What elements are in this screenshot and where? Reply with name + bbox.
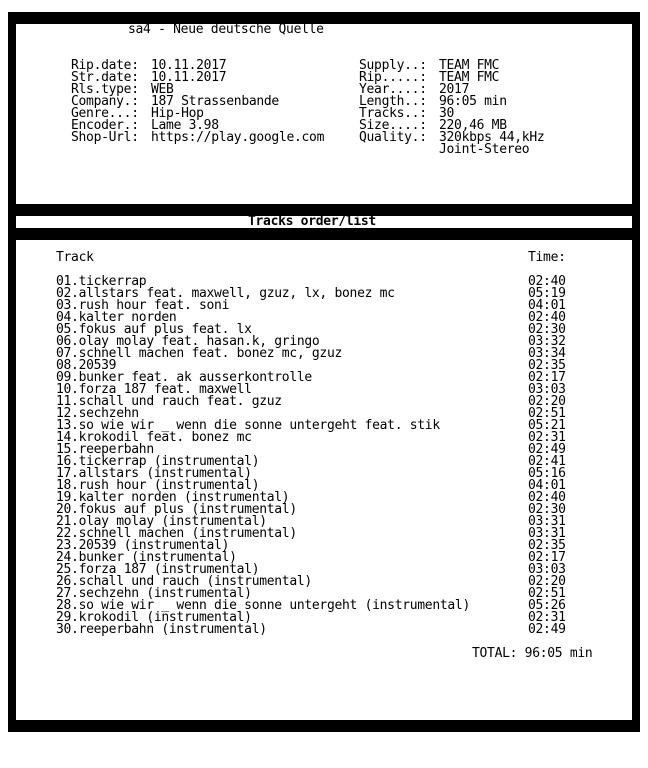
info-row	[16, 60, 632, 72]
track-time: 02:35	[528, 538, 566, 553]
info-label: Company.:	[71, 94, 139, 109]
track-time: 02:49	[528, 622, 566, 637]
track-time: 02:40	[528, 310, 566, 325]
track-time: 02:41	[528, 454, 566, 469]
track-title: 13.so wie wir _ wenn die sonne untergeht feat. stik	[56, 418, 440, 433]
tracklist-panel	[16, 240, 632, 720]
track-time: 02:51	[528, 406, 566, 421]
info-value: TEAM FMC	[439, 58, 500, 73]
track-time: 02:49	[528, 442, 566, 457]
info-label: Rls.type:	[71, 82, 139, 97]
info-value: 2017	[439, 82, 470, 97]
track-time: 03:03	[528, 562, 566, 577]
track-time: 03:31	[528, 514, 566, 529]
track-time: 02:17	[528, 370, 566, 385]
track-time: 05:16	[528, 466, 566, 481]
track-title: 08.20539	[56, 358, 117, 373]
track-time: 02:30	[528, 502, 566, 517]
track-title: 14.krokodil feat. bonez mc	[56, 430, 252, 445]
info-value: WEB	[151, 82, 174, 97]
track-title: 22.schnell machen (instrumental)	[56, 526, 297, 541]
track-time: 05:26	[528, 598, 566, 613]
release-title: sa4 - Neue deutsche Quelle	[128, 22, 324, 37]
track-title: 10.forza 187 feat. maxwell	[56, 382, 252, 397]
info-value: https://play.google.com	[151, 130, 325, 145]
track-time: 03:31	[528, 526, 566, 541]
track-title: 15.reeperbahn	[56, 442, 154, 457]
track-row	[16, 624, 632, 636]
track-title: 18.rush hour (instrumental)	[56, 478, 260, 493]
track-title: 04.kalter norden	[56, 310, 177, 325]
track-title: 07.schnell machen feat. bonez mc, gzuz	[56, 346, 343, 361]
track-title: 21.olay molay (instrumental)	[56, 514, 267, 529]
track-column-header: Track	[56, 250, 94, 265]
info-label: Year....:	[359, 82, 427, 97]
info-value: 30	[439, 106, 455, 121]
track-time: 04:01	[528, 478, 566, 493]
time-column-header: Time:	[528, 250, 566, 265]
track-title: 28.so wie wir _ wenn die sonne untergeht (instrumental)	[56, 598, 470, 613]
info-label: Supply..:	[359, 58, 427, 73]
info-row	[16, 96, 632, 108]
info-row	[16, 132, 632, 144]
track-time: 02:40	[528, 274, 566, 289]
info-label: Rip.date:	[71, 58, 139, 73]
track-title: 27.sechzehn (instrumental)	[56, 586, 252, 601]
track-time: 04:01	[528, 298, 566, 313]
info-value: 10.11.2017	[151, 70, 227, 85]
track-title: 23.20539 (instrumental)	[56, 538, 230, 553]
info-row	[16, 84, 632, 96]
info-value: 220,46 MB	[439, 118, 507, 133]
track-time: 05:19	[528, 286, 566, 301]
info-value: TEAM FMC	[439, 70, 500, 85]
track-title: 24.bunker (instrumental)	[56, 550, 237, 565]
total-time: TOTAL: 96:05 min	[472, 646, 593, 661]
info-row	[16, 144, 632, 156]
section-bar-label: Tracks order/list	[248, 214, 376, 229]
info-value: Lame 3.98	[151, 118, 219, 133]
info-label: Length..:	[359, 94, 427, 109]
track-title: 16.tickerrap (instrumental)	[56, 454, 260, 469]
info-value: 187 Strassenbande	[151, 94, 279, 109]
info-label: Genre...:	[71, 106, 139, 121]
track-title: 05.fokus auf plus feat. lx	[56, 322, 252, 337]
track-title: 02.allstars feat. maxwell, gzuz, lx, bonez mc	[56, 286, 395, 301]
info-value: 10.11.2017	[151, 58, 227, 73]
section-bar	[16, 216, 632, 228]
info-value: 96:05 min	[439, 94, 507, 109]
info-label: Str.date:	[71, 70, 139, 85]
info-value: Hip-Hop	[151, 106, 204, 121]
track-time: 03:34	[528, 346, 566, 361]
track-time: 02:31	[528, 610, 566, 625]
release-info-panel	[16, 24, 632, 204]
track-title: 06.olay molay feat. hasan.k, gringo	[56, 334, 320, 349]
track-time: 05:21	[528, 418, 566, 433]
track-title: 12.sechzehn	[56, 406, 139, 421]
info-row	[16, 72, 632, 84]
track-time: 02:17	[528, 550, 566, 565]
info-label: Tracks..:	[359, 106, 427, 121]
track-time: 02:31	[528, 430, 566, 445]
info-label: Quality.:	[359, 130, 427, 145]
track-title: 17.allstars (instrumental)	[56, 466, 252, 481]
track-time: 02:20	[528, 574, 566, 589]
info-value: Joint-Stereo	[439, 142, 530, 157]
track-title: 09.bunker feat. ak ausserkontrolle	[56, 370, 312, 385]
track-title: 11.schall und rauch feat. gzuz	[56, 394, 282, 409]
track-title: 26.schall und rauch (instrumental)	[56, 574, 312, 589]
track-time: 03:32	[528, 334, 566, 349]
track-title: 29.krokodil (instrumental)	[56, 610, 252, 625]
track-title: 01.tickerrap	[56, 274, 147, 289]
track-time: 02:30	[528, 322, 566, 337]
track-time: 03:03	[528, 382, 566, 397]
track-time: 02:40	[528, 490, 566, 505]
info-label: Encoder.:	[71, 118, 139, 133]
track-title: 30.reeperbahn (instrumental)	[56, 622, 267, 637]
track-title: 25.forza 187 (instrumental)	[56, 562, 260, 577]
track-time: 02:51	[528, 586, 566, 601]
info-value: 320kbps 44,kHz	[439, 130, 545, 145]
track-time: 02:20	[528, 394, 566, 409]
info-row	[16, 108, 632, 120]
track-time: 02:35	[528, 358, 566, 373]
info-label: Size....:	[359, 118, 427, 133]
info-label: Shop-Url:	[71, 130, 139, 145]
track-title: 03.rush hour feat. soni	[56, 298, 230, 313]
track-title: 20.fokus auf plus (instrumental)	[56, 502, 297, 517]
info-label: Rip.....:	[359, 70, 427, 85]
track-title: 19.kalter norden (instrumental)	[56, 490, 290, 505]
